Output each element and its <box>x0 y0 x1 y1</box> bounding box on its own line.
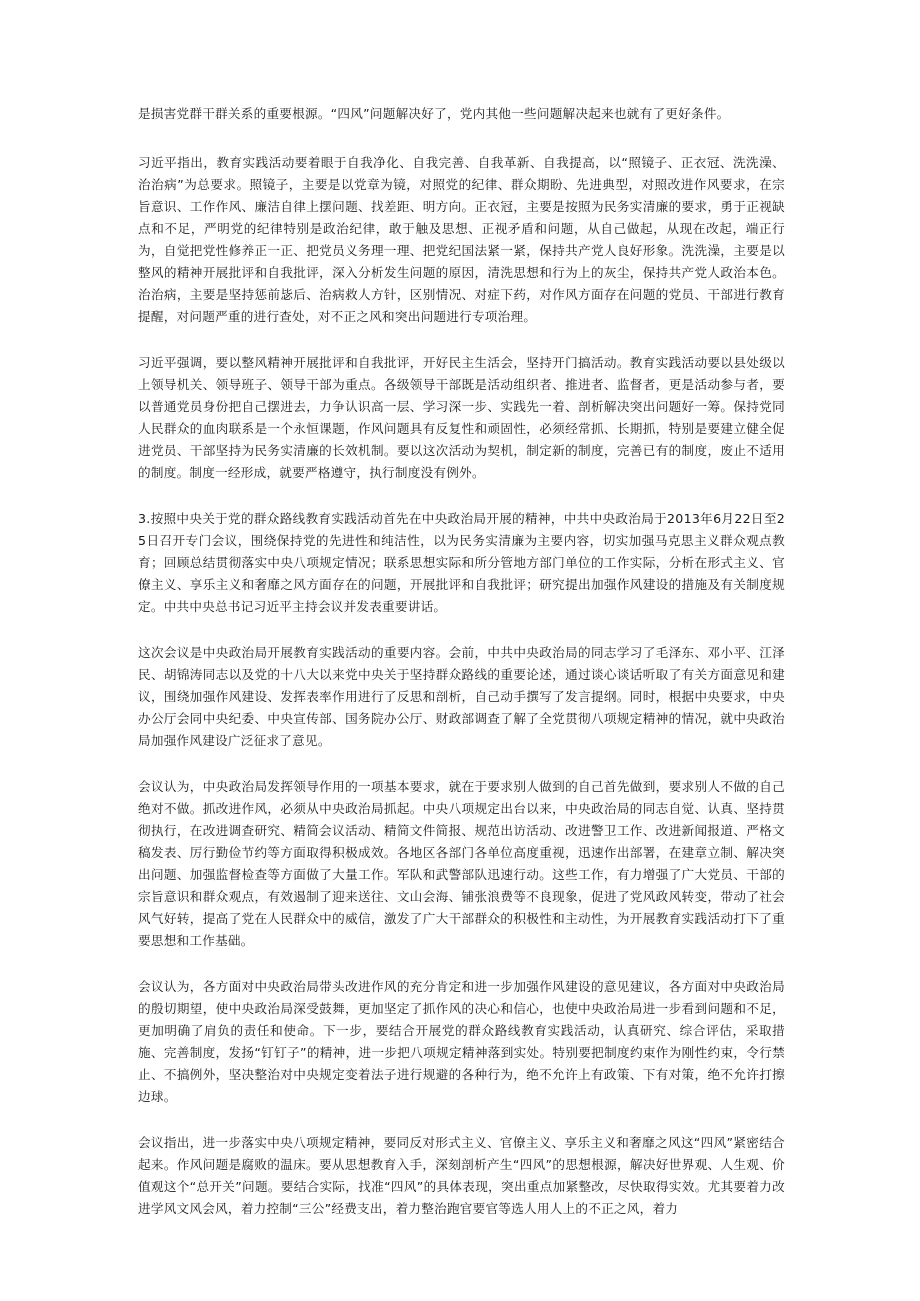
paragraph-6: 会议认为，中央政治局发挥领导作用的一项基本要求，就在于要求别人做到的自己首先做到，要求别人不做的自己绝对不做。抓改进作风，必须从中央政治局抓起。中央八项规定出台以来，中央政治局的同志自觉、认真、坚持贯彻执行，在改进调查研究、精简会议活动、精简文件简报、规范出访活动、改进警卫工作、改进新闻报道、严格文稿发表、厉行勤俭节约等方面取得积极成效。各地区各部门各单位高度重视，迅速作出部署，在建章立制、解决突出问题、加强监督检查等方面做了大量工作。军队和武警部队迅速行动。这些工作，有力增强了广大党员、干部的宗旨意识和群众观点，有效遏制了迎来送往、文山会海、铺张浪费等不良现象，促进了党风政风转变，带动了社会风气好转，提高了党在人民群众中的威信，激发了广大干部群众的积极性和主动性，为开展教育实践活动打下了重要思想和工作基础。 <box>138 779 785 948</box>
paragraph-1: 是损害党群干群关系的重要根源。“四风”问题解决好了，党内其他一些问题解决起来也就有了更好条件。 <box>138 106 730 121</box>
paragraph-8: 会议指出，进一步落实中央八项规定精神，要同反对形式主义、官僚主义、享乐主义和奢靡之风这“四风”紧密结合起来。作风问题是腐败的温床。要从思想教育入手，深刻剖析产生“四风”的思想根源，解决好世界观、人生观、价值观这个“总开关”问题。要结合实际，找准“四风”的具体表现，突出重点加紧整改，尽快取得实效。尤其要着力改进学风文风会风，着力控制“三公”经费支出，着力整治跑官要官等选人用人上的不正之风，着力 <box>138 1135 785 1216</box>
paragraph-2: 习近平指出，教育实践活动要着眼于自我净化、自我完善、自我革新、自我提高，以“照镜子、正衣冠、洗洗澡、治治病”为总要求。照镜子，主要是以党章为镜，对照党的纪律、群众期盼、先进典型，对照改进作风要求，在宗旨意识、工作作风、廉洁自律上摆问题、找差距、明方向。正衣冠，主要是按照为民务实清廉的要求，勇于正视缺点和不足，严明党的纪律特别是政治纪律，敢于触及思想、正视矛盾和问题，从自己做起，从现在改起，端正行为，自觉把党性修养正一正、把党员义务理一理、把党纪国法紧一紧，保持共产党人良好形象。洗洗澡，主要是以整风的精神开展批评和自我批评，深入分析发生问题的原因，清洗思想和行为上的灰尘，保持共产党人政治本色。治治病，主要是坚持惩前毖后、治病救人方针，区别情况、对症下药，对作风方面存在问题的党员、干部进行教育提醒，对问题严重的进行查处，对不正之风和突出问题进行专项治理。 <box>138 155 785 324</box>
paragraph-7: 会议认为，各方面对中央政治局带头改进作风的充分肯定和进一步加强作风建设的意见建议，各方面对中央政治局的殷切期望，使中央政治局深受鼓舞，更加坚定了抓作风的决心和信心，也使中央政治局进一步看到问题和不足，更加明确了肩负的责任和使命。下一步，要结合开展党的群众路线教育实践活动，认真研究、综合评估，采取措施、完善制度，发扬“钉钉子”的精神，进一步把八项规定精神落到实处。特别要把制度约束作为刚性约束，令行禁止、不搞例外，坚决整治对中央规定变着法子进行规避的各种行为，绝不允许上有政策、下有对策，绝不允许打擦边球。 <box>138 979 785 1104</box>
paragraph-3: 习近平强调，要以整风精神开展批评和自我批评，开好民主生活会，坚持开门搞活动。教育实践活动要以县处级以上领导机关、领导班子、领导干部为重点。各级领导干部既是活动组织者、推进者、监督者，更是活动参与者，要以普通党员身份把自己摆进去，力争认识高一层、学习深一步、实践先一着、剖析解决突出问题好一筹。保持党同人民群众的血肉联系是一个永恒课题，作风问题具有反复性和顽固性，必须经常抓、长期抓，特别是要建立健全促进党员、干部坚持为民务实清廉的长效机制。要以这次活动为契机，制定新的制度，完善已有的制度，废止不适用的制度。制度一经形成，就要严格遵守，执行制度没有例外。 <box>138 355 785 480</box>
paragraph-4: 3.按照中央关于党的群众路线教育实践活动首先在中央政治局开展的精神，中共中央政治局于2013年6月22日至25日召开专门会议，围绕保持党的先进性和纯洁性，以为民务实清廉为主要内容，切实加强马克思主义群众观点教育；回顾总结贯彻落实中央八项规定情况；联系思想实际和所分管地方部门单位的工作实际，分析在形式主义、官僚主义、享乐主义和奢靡之风方面存在的问题，开展批评和自我批评；研究提出加强作风建设的措施及有关制度规定。中共中央总书记习近平主持会议并发表重要讲话。 <box>138 511 785 614</box>
document-page <box>138 103 785 1244</box>
paragraph-5: 这次会议是中央政治局开展教育实践活动的重要内容。会前，中共中央政治局的同志学习了毛泽东、邓小平、江泽民、胡锦涛同志以及党的十八大以来党中央关于坚持群众路线的重要论述，通过谈心谈话听取了有关方面意见和建议，围绕加强作风建设、发挥表率作用进行了反思和剖析，自己动手撰写了发言提纲。同时，根据中央要求，中央办公厅会同中央纪委、中央宣传部、国务院办公厅、财政部调查了解了全党贯彻八项规定精神的情况，就中央政治局加强作风建设广泛征求了意见。 <box>138 645 785 748</box>
